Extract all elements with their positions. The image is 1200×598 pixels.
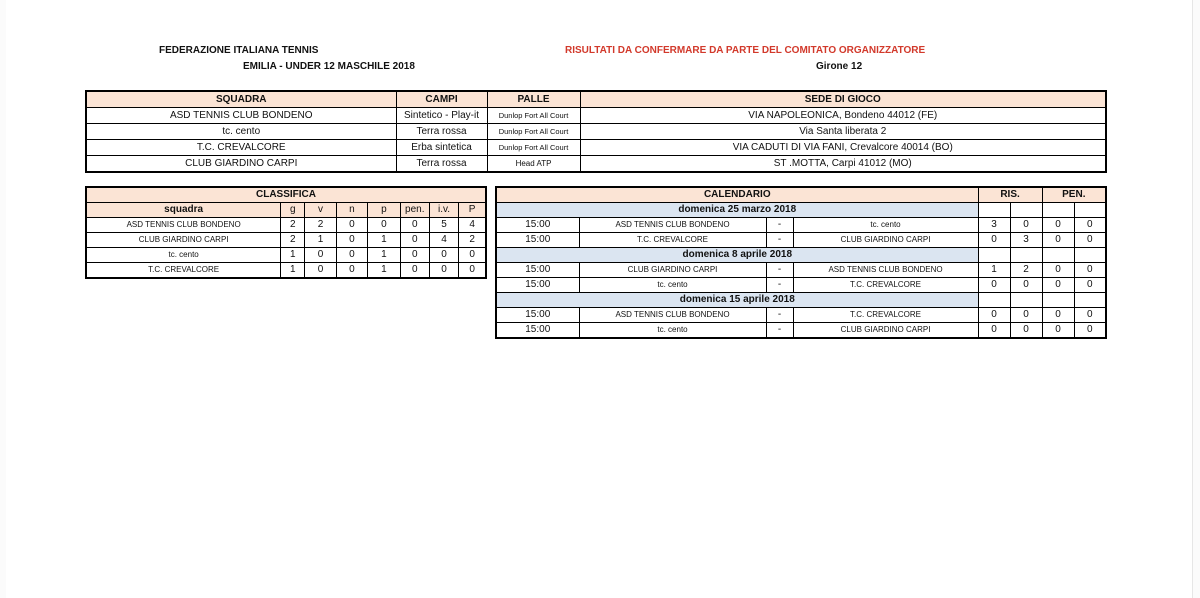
court-type: Sintetico - Play-it <box>396 108 487 124</box>
stat-p: 0 <box>368 218 400 233</box>
match-date: domenica 25 marzo 2018 <box>496 203 978 218</box>
col-header-v: v <box>305 203 336 218</box>
team-name: ASD TENNIS CLUB BONDENO <box>86 108 396 124</box>
match-separator: - <box>766 263 793 278</box>
venue: ST .MOTTA, Carpi 41012 (MO) <box>580 156 1106 173</box>
stat-p: 1 <box>368 263 400 279</box>
table-row <box>86 218 486 233</box>
stat-iv: 0 <box>429 248 458 263</box>
stat-g: 2 <box>281 218 305 233</box>
calendar-table <box>495 186 1107 339</box>
pen-home: 0 <box>1042 263 1074 278</box>
match-separator: - <box>766 323 793 339</box>
ris-header: RIS. <box>978 187 1042 203</box>
stat-p: 1 <box>368 233 400 248</box>
away-team: ASD TENNIS CLUB BONDENO <box>793 263 978 278</box>
stat-g: 1 <box>281 248 305 263</box>
match-row <box>496 278 1106 293</box>
match-row <box>496 308 1106 323</box>
col-header-points: P <box>459 203 486 218</box>
match-row <box>496 263 1106 278</box>
col-header-squadra: SQUADRA <box>86 91 396 108</box>
ris-away: 3 <box>1010 233 1042 248</box>
home-team: ASD TENNIS CLUB BONDENO <box>579 308 766 323</box>
standings-table <box>85 186 487 279</box>
team-name: T.C. CREVALCORE <box>86 140 396 156</box>
match-separator: - <box>766 278 793 293</box>
match-row <box>496 323 1106 339</box>
match-row <box>496 218 1106 233</box>
stat-points: 0 <box>459 263 486 279</box>
match-time: 15:00 <box>496 308 579 323</box>
court-type: Terra rossa <box>396 156 487 173</box>
team-name: tc. cento <box>86 248 281 263</box>
table-row <box>86 263 486 279</box>
away-team: CLUB GIARDINO CARPI <box>793 233 978 248</box>
calendar-title: CALENDARIO <box>496 187 978 203</box>
team-name: CLUB GIARDINO CARPI <box>86 233 281 248</box>
stat-v: 0 <box>305 263 336 279</box>
ris-home: 0 <box>978 278 1010 293</box>
stat-iv: 4 <box>429 233 458 248</box>
away-team: T.C. CREVALCORE <box>793 278 978 293</box>
court-type: Erba sintetica <box>396 140 487 156</box>
stat-points: 0 <box>459 248 486 263</box>
venue: Via Santa liberata 2 <box>580 124 1106 140</box>
match-time: 15:00 <box>496 218 579 233</box>
date-row <box>496 293 1106 308</box>
ball-type: Head ATP <box>487 156 580 173</box>
pen-header: PEN. <box>1042 187 1106 203</box>
stat-g: 1 <box>281 263 305 279</box>
pen-away: 0 <box>1074 323 1106 339</box>
col-header-pen: pen. <box>400 203 429 218</box>
col-header-g: g <box>281 203 305 218</box>
ris-home: 0 <box>978 308 1010 323</box>
col-header-squadra: squadra <box>86 203 281 218</box>
stat-v: 0 <box>305 248 336 263</box>
col-header-palle: PALLE <box>487 91 580 108</box>
col-header-sede: SEDE DI GIOCO <box>580 91 1106 108</box>
stat-g: 2 <box>281 233 305 248</box>
ris-home: 1 <box>978 263 1010 278</box>
stat-iv: 5 <box>429 218 458 233</box>
home-team: T.C. CREVALCORE <box>579 233 766 248</box>
match-separator: - <box>766 233 793 248</box>
stat-n: 0 <box>336 263 367 279</box>
table-row <box>86 248 486 263</box>
col-header-p: p <box>368 203 400 218</box>
stat-v: 1 <box>305 233 336 248</box>
stat-pen: 0 <box>400 233 429 248</box>
team-name: ASD TENNIS CLUB BONDENO <box>86 218 281 233</box>
stat-n: 0 <box>336 218 367 233</box>
match-time: 15:00 <box>496 323 579 339</box>
ris-away: 0 <box>1010 323 1042 339</box>
match-date: domenica 8 aprile 2018 <box>496 248 978 263</box>
federation-title: FEDERAZIONE ITALIANA TENNIS <box>159 45 319 56</box>
court-type: Terra rossa <box>396 124 487 140</box>
ball-type: Dunlop Fort All Court <box>487 108 580 124</box>
stat-p: 1 <box>368 248 400 263</box>
pen-away: 0 <box>1074 278 1106 293</box>
home-team: tc. cento <box>579 278 766 293</box>
team-name: CLUB GIARDINO CARPI <box>86 156 396 173</box>
teams-table <box>85 90 1107 173</box>
ris-away: 0 <box>1010 308 1042 323</box>
stat-n: 0 <box>336 233 367 248</box>
standings-title: CLASSIFICA <box>86 187 486 203</box>
ris-away: 0 <box>1010 218 1042 233</box>
pen-home: 0 <box>1042 323 1074 339</box>
stat-points: 4 <box>459 218 486 233</box>
pen-home: 0 <box>1042 308 1074 323</box>
pen-home: 0 <box>1042 233 1074 248</box>
stat-iv: 0 <box>429 263 458 279</box>
match-separator: - <box>766 308 793 323</box>
home-team: ASD TENNIS CLUB BONDENO <box>579 218 766 233</box>
ris-away: 0 <box>1010 278 1042 293</box>
pen-home: 0 <box>1042 218 1074 233</box>
ris-home: 3 <box>978 218 1010 233</box>
match-row <box>496 233 1106 248</box>
table-row <box>86 156 1106 173</box>
stat-pen: 0 <box>400 218 429 233</box>
pen-away: 0 <box>1074 218 1106 233</box>
stat-n: 0 <box>336 248 367 263</box>
pen-home: 0 <box>1042 278 1074 293</box>
away-team: CLUB GIARDINO CARPI <box>793 323 978 339</box>
date-row <box>496 248 1106 263</box>
col-header-n: n <box>336 203 367 218</box>
event-title: EMILIA - UNDER 12 MASCHILE 2018 <box>243 61 415 72</box>
match-time: 15:00 <box>496 278 579 293</box>
ris-home: 0 <box>978 233 1010 248</box>
match-time: 15:00 <box>496 233 579 248</box>
ris-away: 2 <box>1010 263 1042 278</box>
match-time: 15:00 <box>496 263 579 278</box>
team-name: tc. cento <box>86 124 396 140</box>
pen-away: 0 <box>1074 308 1106 323</box>
away-team: tc. cento <box>793 218 978 233</box>
venue: VIA CADUTI DI VIA FANI, Crevalcore 40014 (BO) <box>580 140 1106 156</box>
home-team: tc. cento <box>579 323 766 339</box>
stat-points: 2 <box>459 233 486 248</box>
stat-pen: 0 <box>400 248 429 263</box>
match-date: domenica 15 aprile 2018 <box>496 293 978 308</box>
ball-type: Dunlop Fort All Court <box>487 140 580 156</box>
match-separator: - <box>766 218 793 233</box>
home-team: CLUB GIARDINO CARPI <box>579 263 766 278</box>
col-header-iv: i.v. <box>429 203 458 218</box>
table-row <box>86 108 1106 124</box>
group-label: Girone 12 <box>816 61 863 72</box>
away-team: T.C. CREVALCORE <box>793 308 978 323</box>
table-row <box>86 233 486 248</box>
table-row <box>86 140 1106 156</box>
stat-pen: 0 <box>400 263 429 279</box>
ris-home: 0 <box>978 323 1010 339</box>
pen-away: 0 <box>1074 263 1106 278</box>
ball-type: Dunlop Fort All Court <box>487 124 580 140</box>
team-name: T.C. CREVALCORE <box>86 263 281 279</box>
table-row <box>86 124 1106 140</box>
col-header-campi: CAMPI <box>396 91 487 108</box>
notice-text: RISULTATI DA CONFERMARE DA PARTE DEL COMITATO ORGANIZZATORE <box>565 45 926 56</box>
venue: VIA NAPOLEONICA, Bondeno 44012 (FE) <box>580 108 1106 124</box>
pen-away: 0 <box>1074 233 1106 248</box>
date-row <box>496 203 1106 218</box>
stat-v: 2 <box>305 218 336 233</box>
